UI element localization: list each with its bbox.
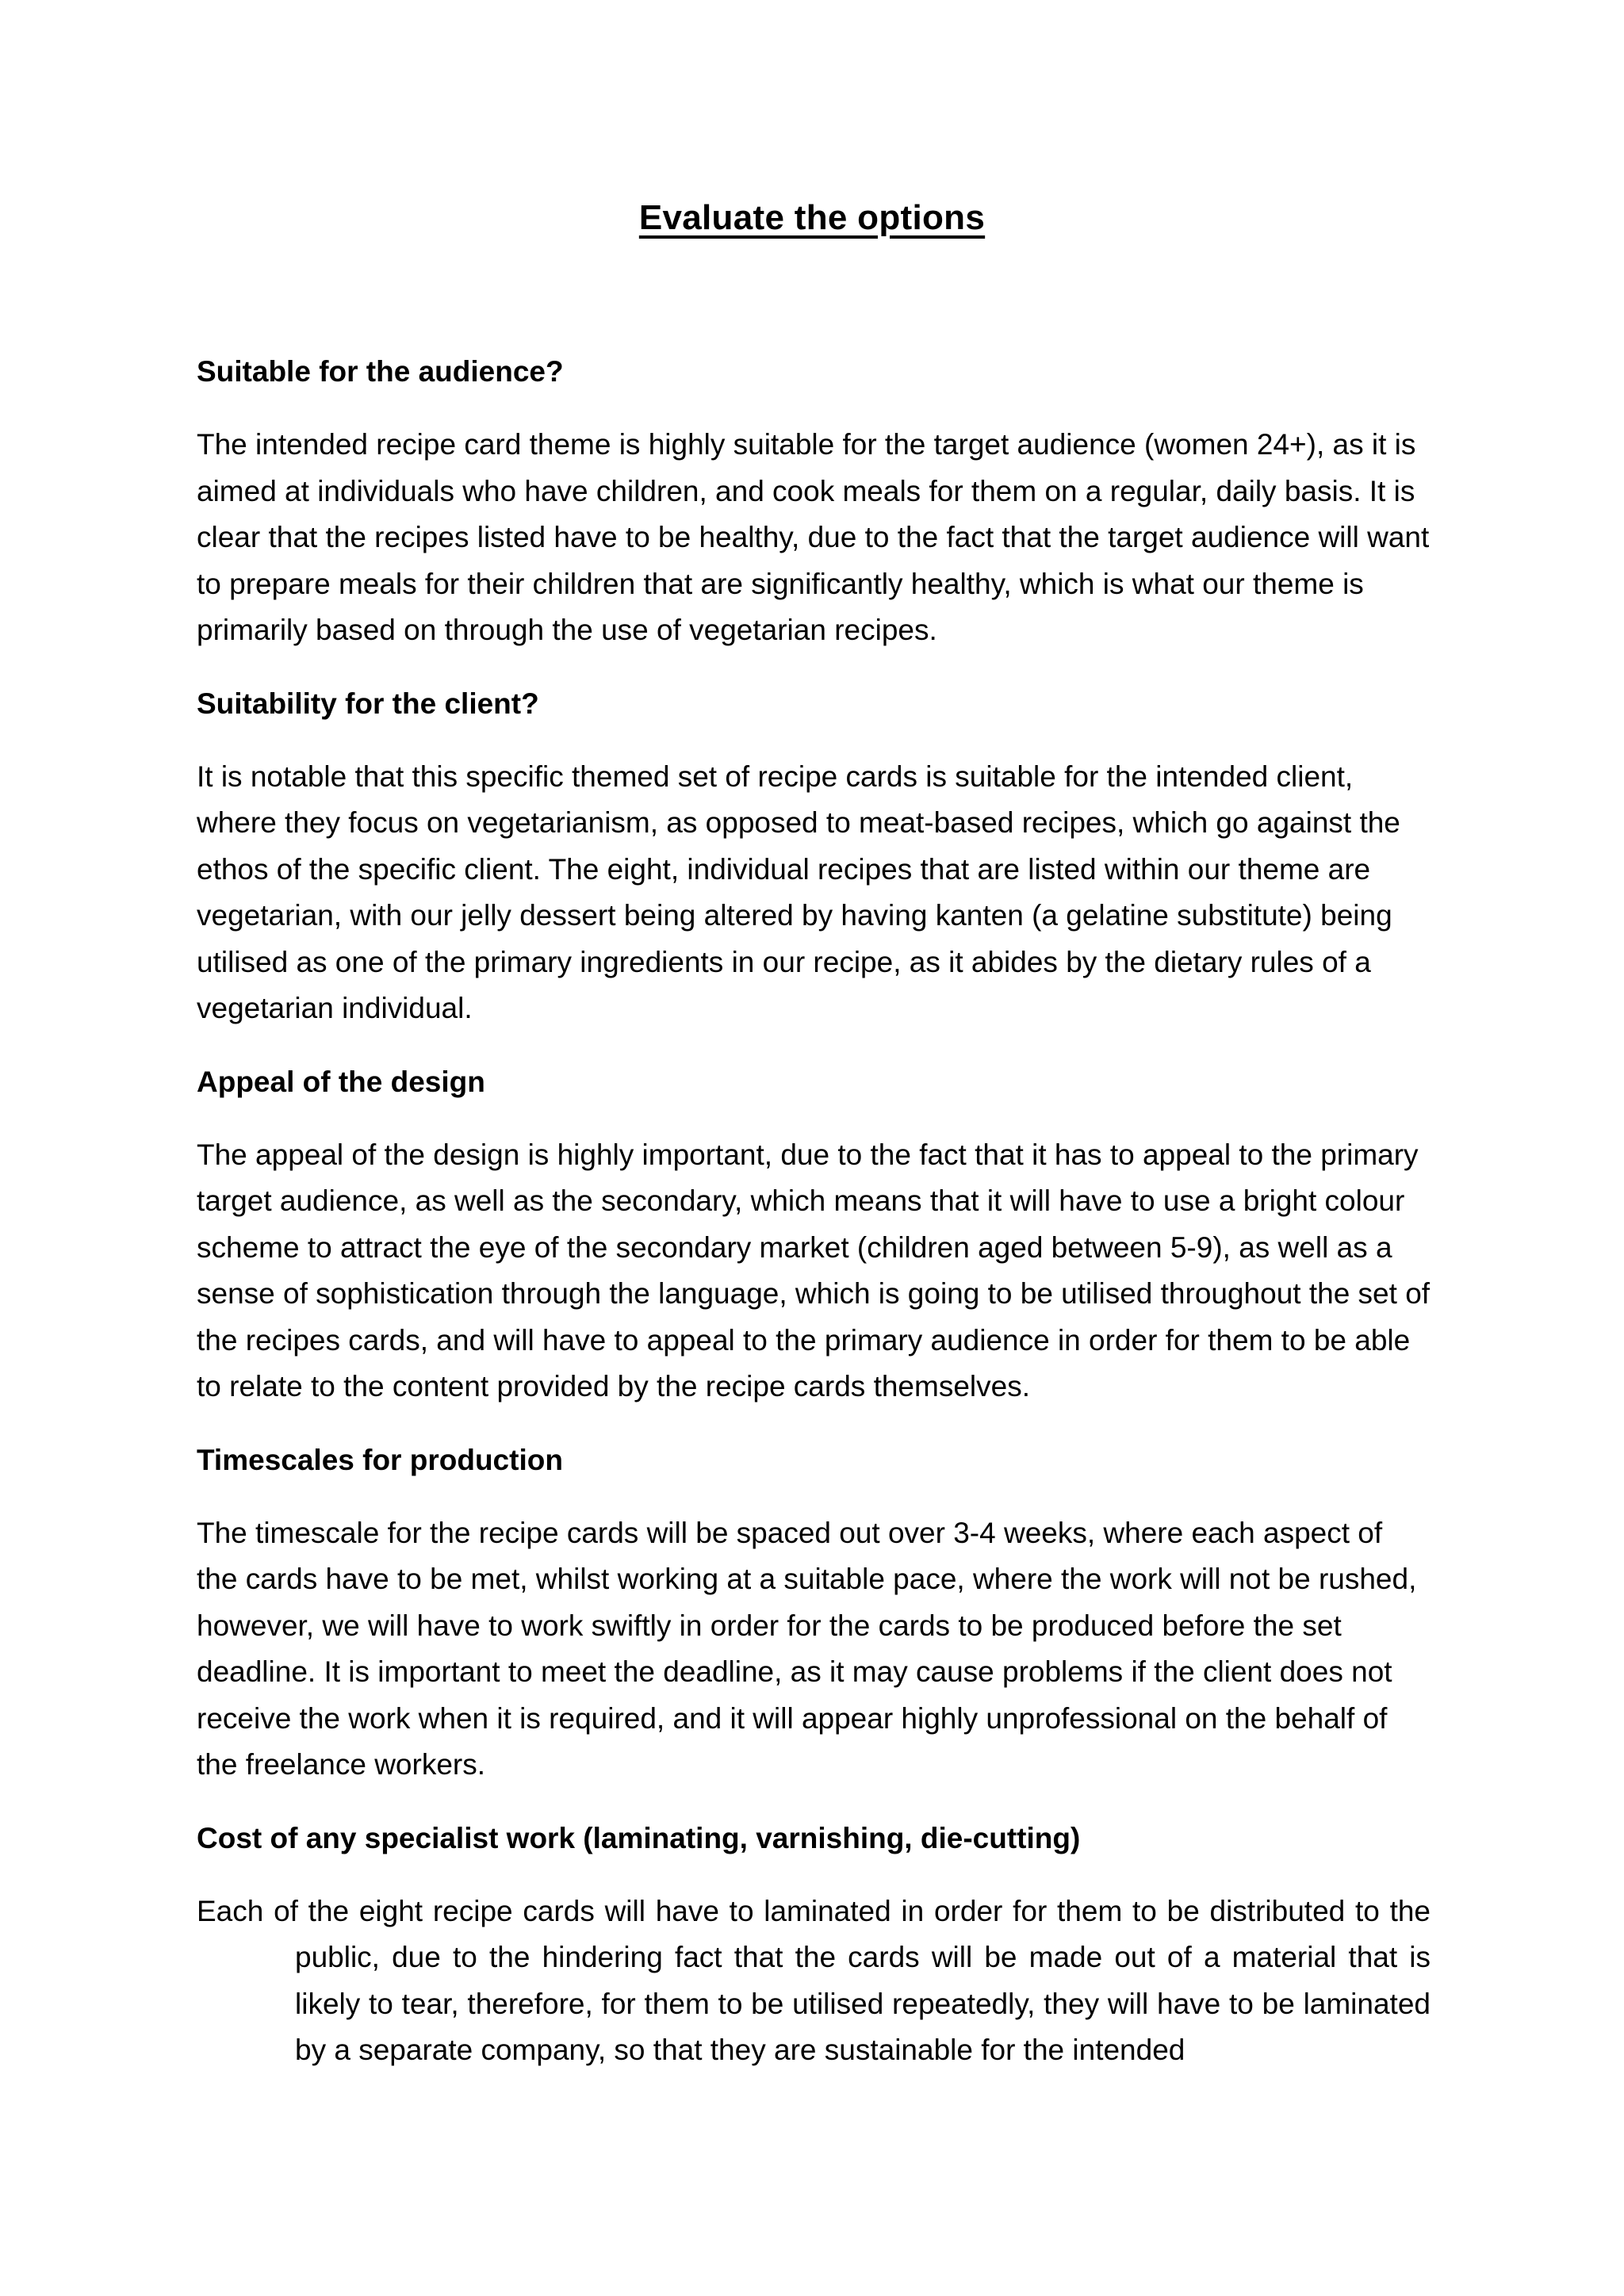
section-body-audience: The intended recipe card theme is highly suitable for the target audience (women 24+), as it is aimed at individuals who have children, and cook meals for them on a regular, daily basis. It is clear that the recipes listed have to be healthy, due to the fact that the target audience will want to prepare meals for their children that are significantly healthy, which is what our theme is primarily based on through the use of vegetarian recipes. (197, 428, 1430, 646)
section-body-specialist-cost: Each of the eight recipe cards will have to laminated in order for them to be distributed to the public, due to the hindering fact that the cards will be made out of a material that is likely to tear, therefore, for them to be utilised repeatedly, they will have to be laminated by a separate company, so that they are sustainable for the intended (197, 1894, 1431, 2066)
section-heading-audience: Suitable for the audience? (197, 355, 564, 388)
section-heading-design-appeal: Appeal of the design (197, 1065, 485, 1098)
section-heading-timescales: Timescales for production (197, 1443, 563, 1476)
section-heading-specialist-cost: Cost of any specialist work (laminating, varnishing, die-cutting) (197, 1821, 1081, 1854)
section-body-timescales: The timescale for the recipe cards will be spaced out over 3-4 weeks, where each aspect of the cards have to be met, whilst working at a suitable pace, where the work will not be rushed, however, we will have to work swiftly in order for the cards to be produced before the set deadline. It is important to meet the deadline, as it may cause problems if the client does not receive the work when it is required, and it will appear highly unprofessional on the behalf of the freelance workers. (197, 1516, 1417, 1781)
document-content (197, 349, 1431, 2074)
page-title: Evaluate the options (638, 198, 986, 237)
section-body-client: It is notable that this specific themed set of recipe cards is suitable for the intended client, where they focus on vegetarianism, as opposed to meat-based recipes, which go against the ethos of the specific client. The eight, individual recipes that are listed within our theme are vegetarian, with our jelly dessert being altered by having kanten (a gelatine substitute) being utilised as one of the primary ingredients in our recipe, as it abides by the dietary rules of a vegetarian individual. (197, 760, 1400, 1024)
section-heading-client: Suitability for the client? (197, 687, 539, 720)
section-body-design-appeal: The appeal of the design is highly important, due to the fact that it has to appeal to the primary target audience, as well as the secondary, which means that it will have to use a bright colour scheme to attract the eye of the secondary market (children aged between 5-9), as well as a sense of sophistication through the language, which is going to be utilised throughout the set of the recipes cards, and will have to appeal to the primary audience in order for them to be able to relate to the content provided by the recipe cards themselves. (197, 1138, 1431, 1402)
